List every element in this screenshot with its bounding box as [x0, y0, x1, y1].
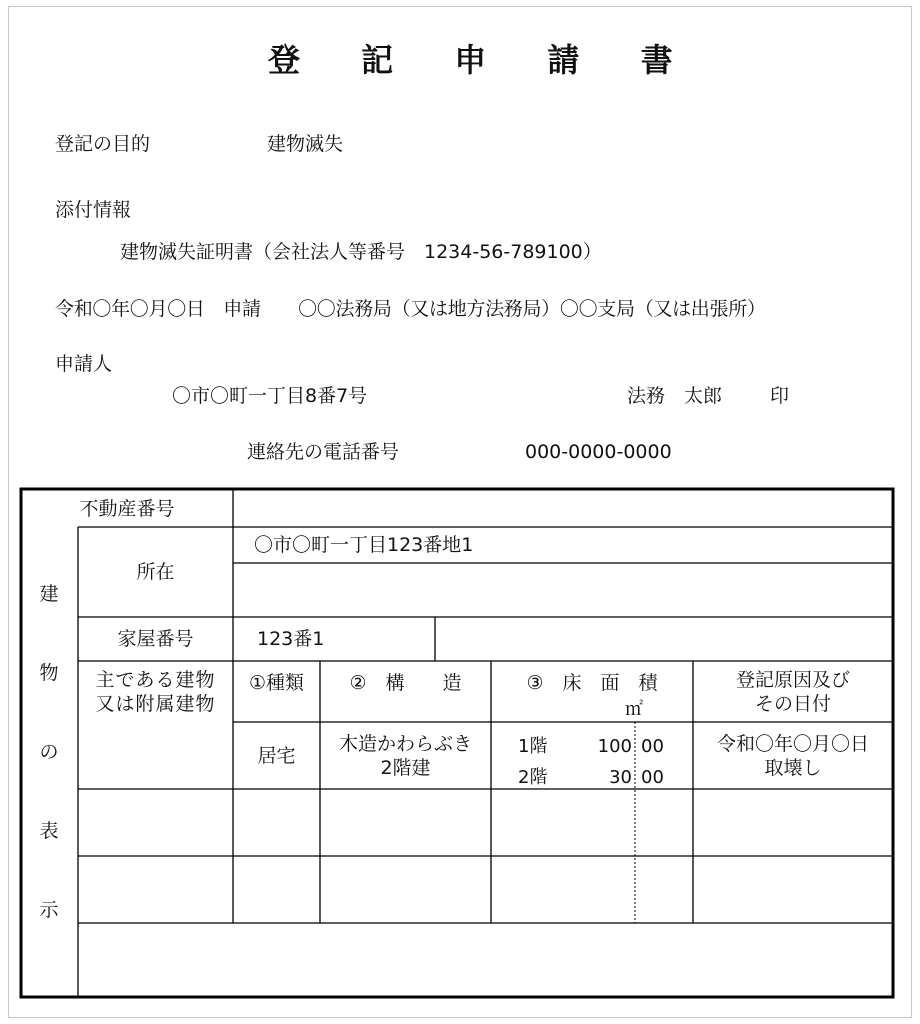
cause-header [693, 661, 893, 722]
location-line-1: 〇市〇町一丁目123番地1 [254, 534, 474, 556]
structure-header: ② 構 造 [349, 672, 462, 694]
location-line-2 [254, 563, 884, 617]
main-or-annex-line-1: 主である建物 [95, 668, 216, 691]
side-label-char-5: 示 [39, 899, 59, 921]
house-number-label: 家屋番号 [117, 628, 194, 650]
cause-header-line-1: 登記原因及び [735, 668, 850, 691]
applicant-label: 申請人 [55, 353, 113, 375]
side-label-char-1: 建 [39, 583, 59, 605]
side-label-char-2: 物 [39, 662, 59, 684]
document-title: 登 記 申 請 書 [268, 41, 698, 79]
cause-header-line-2: その日付 [754, 692, 831, 715]
main-or-annex-line-2: 又は附属建物 [95, 692, 216, 715]
floor-2-area-dec: 00 [641, 767, 664, 788]
cause-value [693, 722, 893, 789]
application-date-line: 令和〇年〇月〇日 申請 〇〇法務局（又は地方法務局）〇〇支局（又は出張所） [55, 298, 766, 320]
real-estate-number-label: 不動産番号 [79, 497, 175, 520]
floor-1-area-int: 100 [597, 736, 632, 757]
cause-value-line-1: 令和〇年〇月〇日 [716, 733, 869, 755]
floor-area-header: ③ 床 面 積 [526, 672, 658, 694]
main-or-annex-header [78, 661, 233, 722]
floor-2-area-int: 30 [609, 767, 632, 788]
house-number-value: 123番1 [257, 628, 325, 650]
real-estate-number-value [243, 490, 883, 527]
phone-number: 000-0000-0000 [525, 441, 672, 463]
structure-value-line-1: 木造かわらぶき [338, 733, 472, 755]
purpose-label: 登記の目的 [55, 133, 151, 155]
purpose-value: 建物滅失 [267, 133, 344, 155]
side-label-char-3: の [39, 741, 59, 763]
phone-label: 連絡先の電話番号 [247, 441, 400, 463]
structure-value [320, 722, 491, 789]
location-label: 所在 [136, 561, 175, 583]
type-value: 居宅 [257, 744, 296, 767]
attachment-value: 建物滅失証明書（会社法人等番号 1234-56-789100） [120, 241, 602, 263]
applicant-address: 〇市〇町一丁目8番7号 [172, 385, 368, 407]
floor-2-label: 2階 [518, 767, 548, 788]
square-meter-unit: ㎡ [625, 699, 643, 720]
structure-value-line-2: 2階建 [380, 757, 431, 779]
seal-mark: 印 [770, 385, 790, 407]
side-label-char-4: 表 [39, 820, 59, 842]
type-header: ①種類 [248, 672, 305, 694]
attachment-label: 添付情報 [55, 199, 132, 221]
applicant-name: 法務 太郎 [627, 385, 723, 407]
cause-value-line-2: 取壊し [764, 757, 822, 779]
floor-1-label: 1階 [518, 736, 548, 757]
floor-1-area-dec: 00 [641, 736, 664, 757]
